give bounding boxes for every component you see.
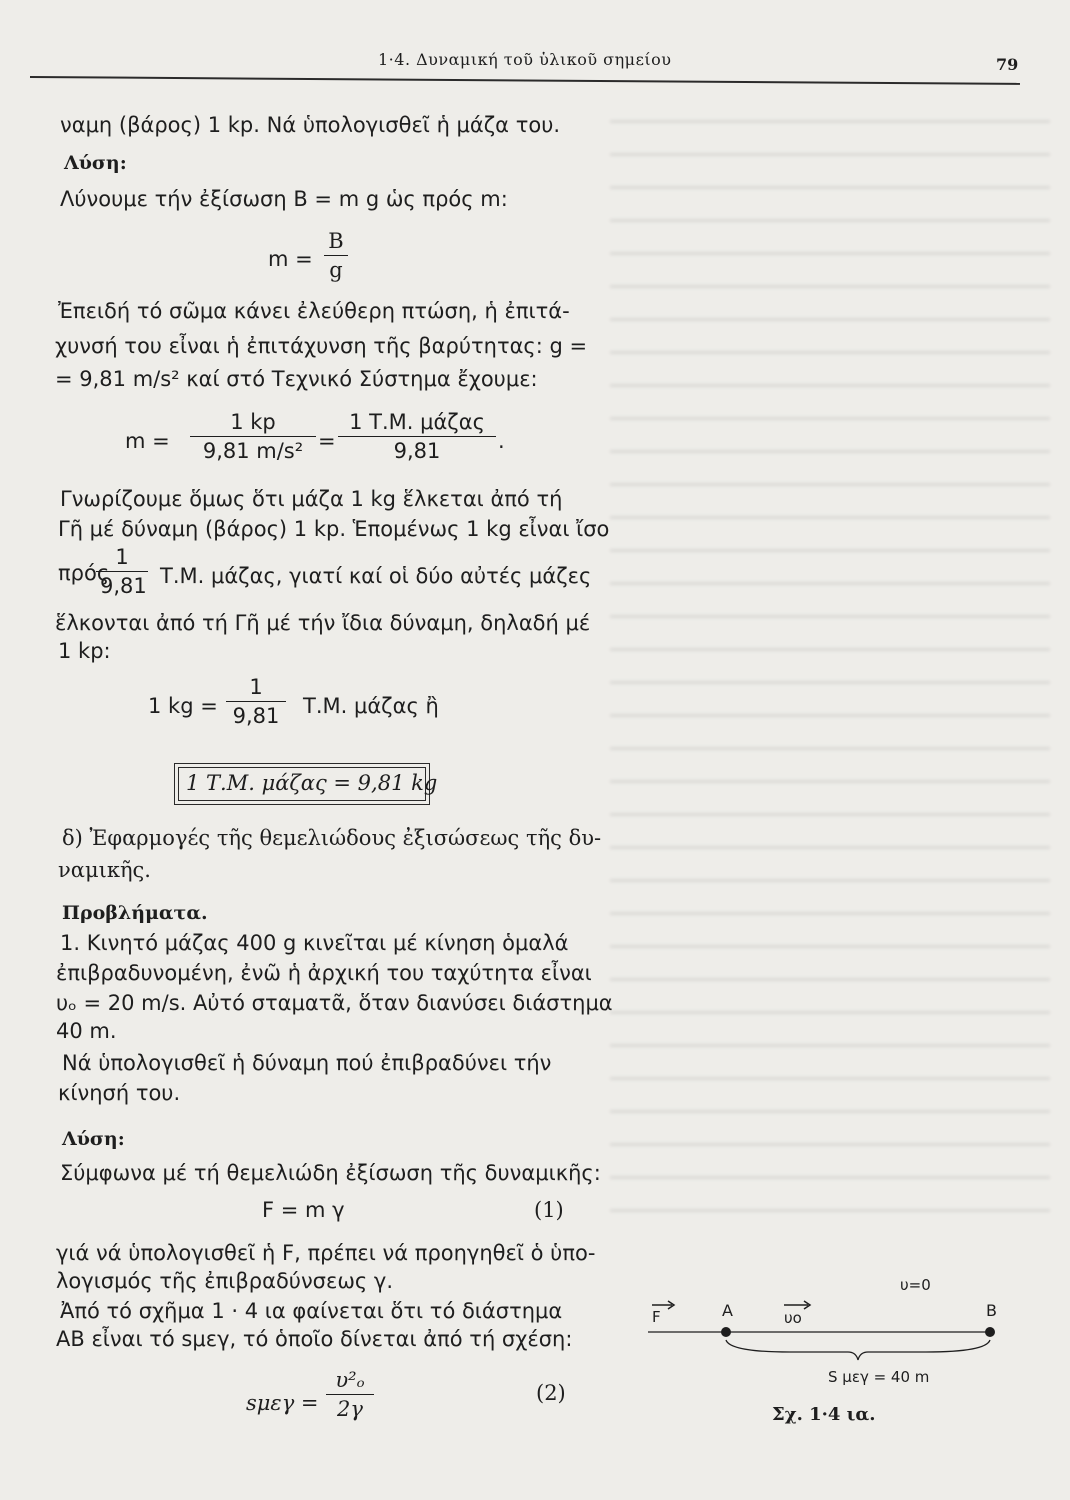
text-line: = 9,81 m/s² καί στό Τεχνικό Σύστημα ἔχουμε:	[55, 367, 538, 391]
text-line: Ἀπό τό σχῆμα 1 · 4 ια φαίνεται ὅτι τό διάστημα	[60, 1299, 563, 1323]
text-line: 1 kp:	[58, 639, 111, 663]
text-line: Γῆ μέ δύναμη (βάρος) 1 kp. Ἑπομένως 1 kg εἶναι ἴσο	[58, 517, 610, 541]
point-b-dot	[985, 1327, 995, 1337]
fraction-denominator: 9,81	[393, 439, 441, 463]
running-title: 1·4. Δυναμική τοῦ ὑλικοῦ σημείου	[378, 50, 672, 69]
equation-lhs: sμεγ =	[246, 1391, 319, 1415]
fraction-denominator: 9,81 m/s²	[202, 439, 304, 463]
boxed-result: 1 Τ.Μ. μάζας = 9,81 kg	[186, 771, 438, 795]
text-line: υₒ = 20 m/s. Αὐτό σταματᾶ, ὅταν διανύσει διάστημα	[56, 991, 613, 1015]
distance-label: S μεγ = 40 m	[828, 1368, 930, 1386]
text-line: Λύνουμε τήν ἐξίσωση B = m g ὡς πρός m:	[60, 187, 508, 211]
equation-rhs: Τ.Μ. μάζας ἢ	[303, 694, 439, 718]
fraction-denominator: 2γ	[337, 1397, 363, 1421]
text-line: λογισμός τῆς ἐπιβραδύνσεως γ.	[56, 1269, 394, 1293]
fraction-bar	[324, 255, 348, 256]
header-rule	[30, 76, 1020, 85]
point-a-dot	[721, 1327, 731, 1337]
fraction-numerator: υ²ₒ	[335, 1368, 365, 1392]
fraction-denominator: g	[329, 258, 343, 282]
fraction-bar	[190, 436, 316, 437]
fraction-denominator: 9,81	[232, 704, 280, 728]
fraction-numerator: B	[328, 229, 344, 253]
text-line: Ἐπειδή τό σῶμα κάνει ἐλεύθερη πτώση, ἡ ἐπιτά-	[58, 299, 570, 323]
figure-caption: Σχ. 1·4 ια.	[772, 1404, 876, 1425]
bleed-through-shadow	[610, 100, 1050, 1230]
text-line: AB εἶναι τό sμεγ, τό ὁποῖο δίνεται ἀπό τή σχέση:	[56, 1327, 573, 1351]
text-line: ναμη (βάρος) 1 kp. Νά ὑπολογισθεῖ ἡ μάζα του.	[60, 113, 561, 137]
text-line: πρός	[58, 561, 110, 585]
fraction-bar	[326, 1394, 374, 1395]
fraction-denominator: 9,81	[100, 574, 147, 598]
equation-lhs: m =	[268, 247, 313, 271]
text-line: Νά ὑπολογισθεῖ ἡ δύναμη πού ἐπιβραδύνει τήν	[62, 1051, 552, 1075]
section-heading: δ) Ἐφαρμογές τῆς θεμελιώδους ἐξισώσεως τῆς δυ-	[62, 826, 602, 850]
text-line: Γνωρίζουμε ὅμως ὅτι μάζα 1 kg ἕλκεται ἀπό τή	[60, 487, 563, 511]
text-line: ἐπιβραδυνομένη, ἐνῶ ἡ ἀρχική του ταχύτητα εἶναι	[56, 961, 592, 985]
velocity-label: υo	[784, 1309, 802, 1327]
fraction-one-over-g	[226, 675, 286, 728]
equation-tag: (2)	[536, 1381, 566, 1405]
equals-sign: =	[318, 429, 336, 453]
distance-brace	[726, 1340, 990, 1360]
point-a-label: A	[722, 1301, 733, 1320]
text-line: ἕλκονται ἀπό τή Γῆ μέ τήν ἴδια δύναμη, δηλαδή μέ	[55, 611, 591, 635]
fraction-numerator: 1	[249, 675, 263, 699]
page-number: 79	[996, 55, 1019, 74]
fraction-numerator: 1	[115, 545, 129, 569]
text-line: χυνσή του εἶναι ἡ ἐπιτάχυνση τῆς βαρύτητας: g =	[55, 334, 588, 358]
text-line: γιά νά ὑπολογισθεῖ ἡ F, πρέπει νά προηγηθεῖ ὁ ὑπο-	[56, 1241, 596, 1265]
fraction-bar	[338, 436, 496, 437]
text-line: 1. Κινητό μάζας 400 g κινεῖται μέ κίνηση ὁμαλά	[60, 931, 569, 955]
fraction-kp-over-g	[190, 410, 316, 463]
solution-heading: Λύση:	[64, 152, 127, 174]
page-header	[0, 0, 1070, 90]
text-line: Σύμφωνα μέ τή θεμελιώδη ἐξίσωση τῆς δυναμικῆς:	[60, 1161, 601, 1185]
fraction-one-over-g	[96, 545, 148, 598]
problems-heading: Προβλήματα.	[62, 902, 208, 924]
solution-heading: Λύση:	[62, 1128, 125, 1150]
fraction-bar	[226, 701, 286, 702]
fraction-numerator: 1 kp	[230, 410, 276, 434]
section-heading-cont: ναμικῆς.	[58, 858, 151, 882]
equation-lhs: 1 kg =	[148, 694, 218, 718]
fraction-tm-over-g	[338, 410, 496, 463]
v-end-label: υ=0	[900, 1276, 931, 1294]
text-line: κίνησή του.	[58, 1081, 181, 1105]
equation-tag: (1)	[534, 1198, 564, 1222]
text-line: Τ.Μ. μάζας, γιατί καί οἱ δύο αὐτές μάζες	[160, 564, 592, 588]
point-b-label: B	[986, 1301, 997, 1320]
equation-newton: F = m γ	[262, 1198, 345, 1222]
force-label: F	[652, 1308, 661, 1326]
fraction-bar	[96, 571, 148, 572]
equation-lhs: m =	[125, 429, 170, 453]
fraction-v2-over-2g	[326, 1368, 374, 1421]
text-line: 40 m.	[56, 1019, 117, 1043]
fraction-numerator: 1 Τ.Μ. μάζας	[349, 410, 485, 434]
period: .	[498, 429, 505, 453]
fraction-b-over-g	[324, 229, 348, 282]
